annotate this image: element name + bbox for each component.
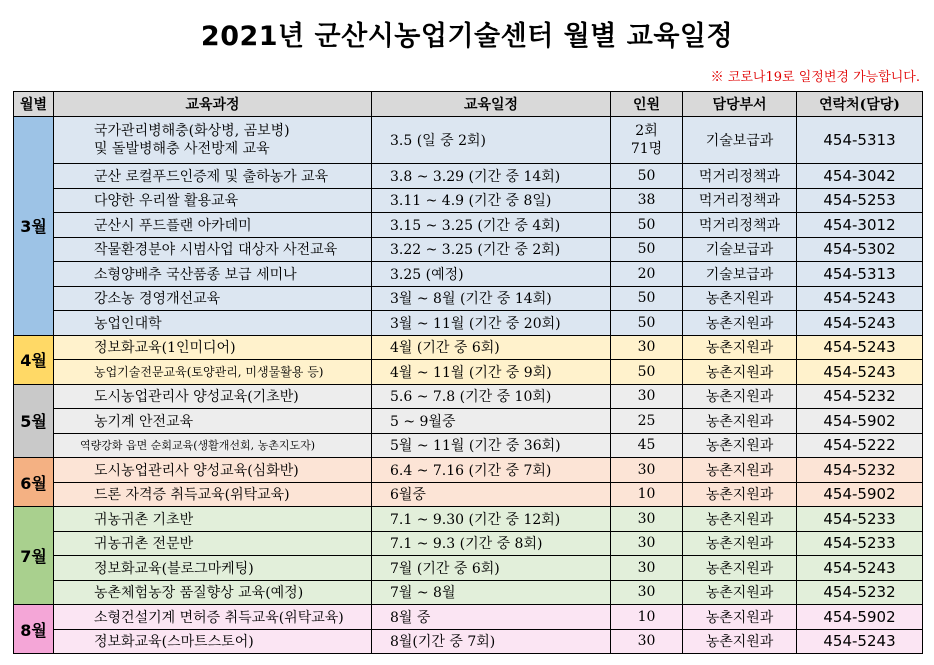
dept-cell: 기술보급과 bbox=[683, 117, 797, 164]
schedule-cell: 3월 ~ 8월 (기간 중 14회) bbox=[372, 286, 611, 311]
dept-cell: 농촌지원과 bbox=[683, 335, 797, 360]
dept-cell: 농촌지원과 bbox=[683, 360, 797, 385]
header-people: 인원 bbox=[611, 92, 683, 117]
table-header-row bbox=[14, 92, 923, 117]
people-cell: 25 bbox=[611, 409, 683, 434]
table-row bbox=[14, 188, 923, 213]
schedule-cell: 3.15 ~ 3.25 (기간 중 4회) bbox=[372, 213, 611, 238]
people-cell bbox=[611, 117, 683, 164]
schedule-cell: 6.4 ~ 7.16 (기간 중 7회) bbox=[372, 458, 611, 483]
phone-cell: 454-5233 bbox=[797, 507, 923, 532]
course-cell: 작물환경분야 시범사업 대상자 사전교육 bbox=[54, 237, 372, 262]
table-row bbox=[14, 409, 923, 434]
dept-cell: 농촌지원과 bbox=[683, 580, 797, 605]
dept-cell: 먹거리정책과 bbox=[683, 188, 797, 213]
month-cell: 6월 bbox=[14, 458, 54, 507]
table-row bbox=[14, 384, 923, 409]
notice-text: ※ 코로나19로 일정변경 가능합니다. bbox=[710, 70, 920, 85]
phone-cell: 454-5243 bbox=[797, 335, 923, 360]
table-row bbox=[14, 605, 923, 630]
phone-cell: 454-5232 bbox=[797, 580, 923, 605]
people-line: 2회 bbox=[635, 123, 658, 139]
table-row bbox=[14, 335, 923, 360]
header-dept: 담당부서 bbox=[683, 92, 797, 117]
phone-cell: 454-5902 bbox=[797, 409, 923, 434]
table-row bbox=[14, 482, 923, 507]
people-cell: 30 bbox=[611, 629, 683, 654]
phone-cell: 454-5902 bbox=[797, 482, 923, 507]
dept-cell: 농촌지원과 bbox=[683, 458, 797, 483]
table-row bbox=[14, 213, 923, 238]
dept-cell: 먹거리정책과 bbox=[683, 164, 797, 189]
schedule-cell: 8월(기간 중 7회) bbox=[372, 629, 611, 654]
course-cell: 농기계 안전교육 bbox=[54, 409, 372, 434]
people-cell: 50 bbox=[611, 311, 683, 336]
people-cell: 30 bbox=[611, 384, 683, 409]
dept-cell: 농촌지원과 bbox=[683, 531, 797, 556]
page-title: 2021년 군산시농업기술센터 월별 교육일정 bbox=[200, 21, 734, 52]
course-cell: 군산시 푸드플랜 아카데미 bbox=[54, 213, 372, 238]
course-cell: 소형건설기계 면허증 취득교육(위탁교육) bbox=[54, 605, 372, 630]
people-cell: 30 bbox=[611, 458, 683, 483]
dept-cell: 농촌지원과 bbox=[683, 409, 797, 434]
schedule-cell: 3.11 ~ 4.9 (기간 중 8일) bbox=[372, 188, 611, 213]
header-phone: 연락처(담당) bbox=[797, 92, 923, 117]
phone-cell: 454-3042 bbox=[797, 164, 923, 189]
course-cell: 정보화교육(블로그마케팅) bbox=[54, 556, 372, 581]
course-cell: 귀농귀촌 기초반 bbox=[54, 507, 372, 532]
people-cell: 30 bbox=[611, 580, 683, 605]
course-cell: 역량강화 읍면 순회교육(생활개선회, 농촌지도자) bbox=[54, 433, 372, 458]
course-cell: 도시농업관리사 양성교육(심화반) bbox=[54, 458, 372, 483]
course-cell: 군산 로컬푸드인증제 및 출하농가 교육 bbox=[54, 164, 372, 189]
dept-cell: 농촌지원과 bbox=[683, 311, 797, 336]
dept-cell: 기술보급과 bbox=[683, 262, 797, 287]
table-row bbox=[14, 556, 923, 581]
people-cell: 50 bbox=[611, 237, 683, 262]
header-schedule: 교육일정 bbox=[372, 92, 611, 117]
phone-cell: 454-5313 bbox=[797, 117, 923, 164]
course-cell: 강소농 경영개선교육 bbox=[54, 286, 372, 311]
schedule-cell: 7.1 ~ 9.3 (기간 중 8회) bbox=[372, 531, 611, 556]
phone-cell: 454-3012 bbox=[797, 213, 923, 238]
table-row bbox=[14, 580, 923, 605]
month-cell: 4월 bbox=[14, 335, 54, 384]
schedule-table bbox=[13, 91, 923, 654]
table-row bbox=[14, 117, 923, 164]
schedule-cell: 5.6 ~ 7.8 (기간 중 10회) bbox=[372, 384, 611, 409]
phone-cell: 454-5243 bbox=[797, 311, 923, 336]
people-cell: 30 bbox=[611, 507, 683, 532]
course-cell: 농촌체험농장 품질향상 교육(예정) bbox=[54, 580, 372, 605]
phone-cell: 454-5243 bbox=[797, 360, 923, 385]
phone-cell: 454-5233 bbox=[797, 531, 923, 556]
phone-cell: 454-5243 bbox=[797, 286, 923, 311]
course-cell: 드론 자격증 취득교육(위탁교육) bbox=[54, 482, 372, 507]
month-cell: 7월 bbox=[14, 507, 54, 605]
course-cell bbox=[54, 117, 372, 164]
phone-cell: 454-5222 bbox=[797, 433, 923, 458]
schedule-cell: 3.22 ~ 3.25 (기간 중 2회) bbox=[372, 237, 611, 262]
table-row bbox=[14, 286, 923, 311]
people-cell: 30 bbox=[611, 335, 683, 360]
month-cell: 3월 bbox=[14, 117, 54, 336]
schedule-cell: 3.8 ~ 3.29 (기간 중 14회) bbox=[372, 164, 611, 189]
phone-cell: 454-5232 bbox=[797, 458, 923, 483]
dept-cell: 농촌지원과 bbox=[683, 605, 797, 630]
table-row bbox=[14, 164, 923, 189]
dept-cell: 농촌지원과 bbox=[683, 629, 797, 654]
table-row bbox=[14, 237, 923, 262]
people-cell: 38 bbox=[611, 188, 683, 213]
people-cell: 30 bbox=[611, 556, 683, 581]
schedule-cell: 4월 (기간 중 6회) bbox=[372, 335, 611, 360]
header-month: 월별 bbox=[14, 92, 54, 117]
people-cell: 20 bbox=[611, 262, 683, 287]
schedule-cell: 8월 중 bbox=[372, 605, 611, 630]
people-line: 71명 bbox=[630, 141, 663, 157]
dept-cell: 농촌지원과 bbox=[683, 507, 797, 532]
course-cell: 정보화교육(스마트스토어) bbox=[54, 629, 372, 654]
course-line: 국가관리병해충(화상병, 곰보병) bbox=[94, 123, 290, 139]
dept-cell: 농촌지원과 bbox=[683, 286, 797, 311]
month-cell: 5월 bbox=[14, 384, 54, 458]
schedule-cell: 5 ~ 9월중 bbox=[372, 409, 611, 434]
table-row bbox=[14, 433, 923, 458]
schedule-cell: 7월 (기간 중 6회) bbox=[372, 556, 611, 581]
dept-cell: 농촌지원과 bbox=[683, 433, 797, 458]
table-row bbox=[14, 507, 923, 532]
course-cell: 농업인대학 bbox=[54, 311, 372, 336]
dept-cell: 농촌지원과 bbox=[683, 482, 797, 507]
schedule-cell: 3.5 (일 중 2회) bbox=[372, 117, 611, 164]
phone-cell: 454-5243 bbox=[797, 629, 923, 654]
people-cell: 10 bbox=[611, 482, 683, 507]
dept-cell: 농촌지원과 bbox=[683, 556, 797, 581]
course-cell: 귀농귀촌 전문반 bbox=[54, 531, 372, 556]
people-cell: 50 bbox=[611, 213, 683, 238]
course-cell: 정보화교육(1인미디어) bbox=[54, 335, 372, 360]
course-cell: 도시농업관리사 양성교육(기초반) bbox=[54, 384, 372, 409]
course-cell: 소형양배추 국산품종 보급 세미나 bbox=[54, 262, 372, 287]
people-cell: 50 bbox=[611, 164, 683, 189]
month-cell: 8월 bbox=[14, 605, 54, 654]
schedule-cell: 3월 ~ 11월 (기간 중 20회) bbox=[372, 311, 611, 336]
course-cell: 다양한 우리쌀 활용교육 bbox=[54, 188, 372, 213]
phone-cell: 454-5302 bbox=[797, 237, 923, 262]
schedule-cell: 6월중 bbox=[372, 482, 611, 507]
people-cell: 10 bbox=[611, 605, 683, 630]
header-course: 교육과정 bbox=[54, 92, 372, 117]
phone-cell: 454-5313 bbox=[797, 262, 923, 287]
schedule-cell: 5월 ~ 11월 (기간 중 36회) bbox=[372, 433, 611, 458]
dept-cell: 기술보급과 bbox=[683, 237, 797, 262]
people-cell: 30 bbox=[611, 531, 683, 556]
people-cell: 45 bbox=[611, 433, 683, 458]
phone-cell: 454-5253 bbox=[797, 188, 923, 213]
table-row bbox=[14, 311, 923, 336]
phone-cell: 454-5232 bbox=[797, 384, 923, 409]
schedule-cell: 3.25 (예정) bbox=[372, 262, 611, 287]
people-cell: 50 bbox=[611, 286, 683, 311]
dept-cell: 농촌지원과 bbox=[683, 384, 797, 409]
table-row bbox=[14, 262, 923, 287]
course-line: 및 돌발병해충 사전방제 교육 bbox=[94, 141, 270, 157]
phone-cell: 454-5902 bbox=[797, 605, 923, 630]
schedule-cell: 4월 ~ 11월 (기간 중 9회) bbox=[372, 360, 611, 385]
people-cell: 50 bbox=[611, 360, 683, 385]
table-row bbox=[14, 629, 923, 654]
table-row bbox=[14, 531, 923, 556]
schedule-cell: 7.1 ~ 9.30 (기간 중 12회) bbox=[372, 507, 611, 532]
dept-cell: 먹거리정책과 bbox=[683, 213, 797, 238]
table-row bbox=[14, 360, 923, 385]
table-row bbox=[14, 458, 923, 483]
phone-cell: 454-5243 bbox=[797, 556, 923, 581]
schedule-cell: 7월 ~ 8월 bbox=[372, 580, 611, 605]
course-cell: 농업기술전문교육(토양관리, 미생물활용 등) bbox=[54, 360, 372, 385]
